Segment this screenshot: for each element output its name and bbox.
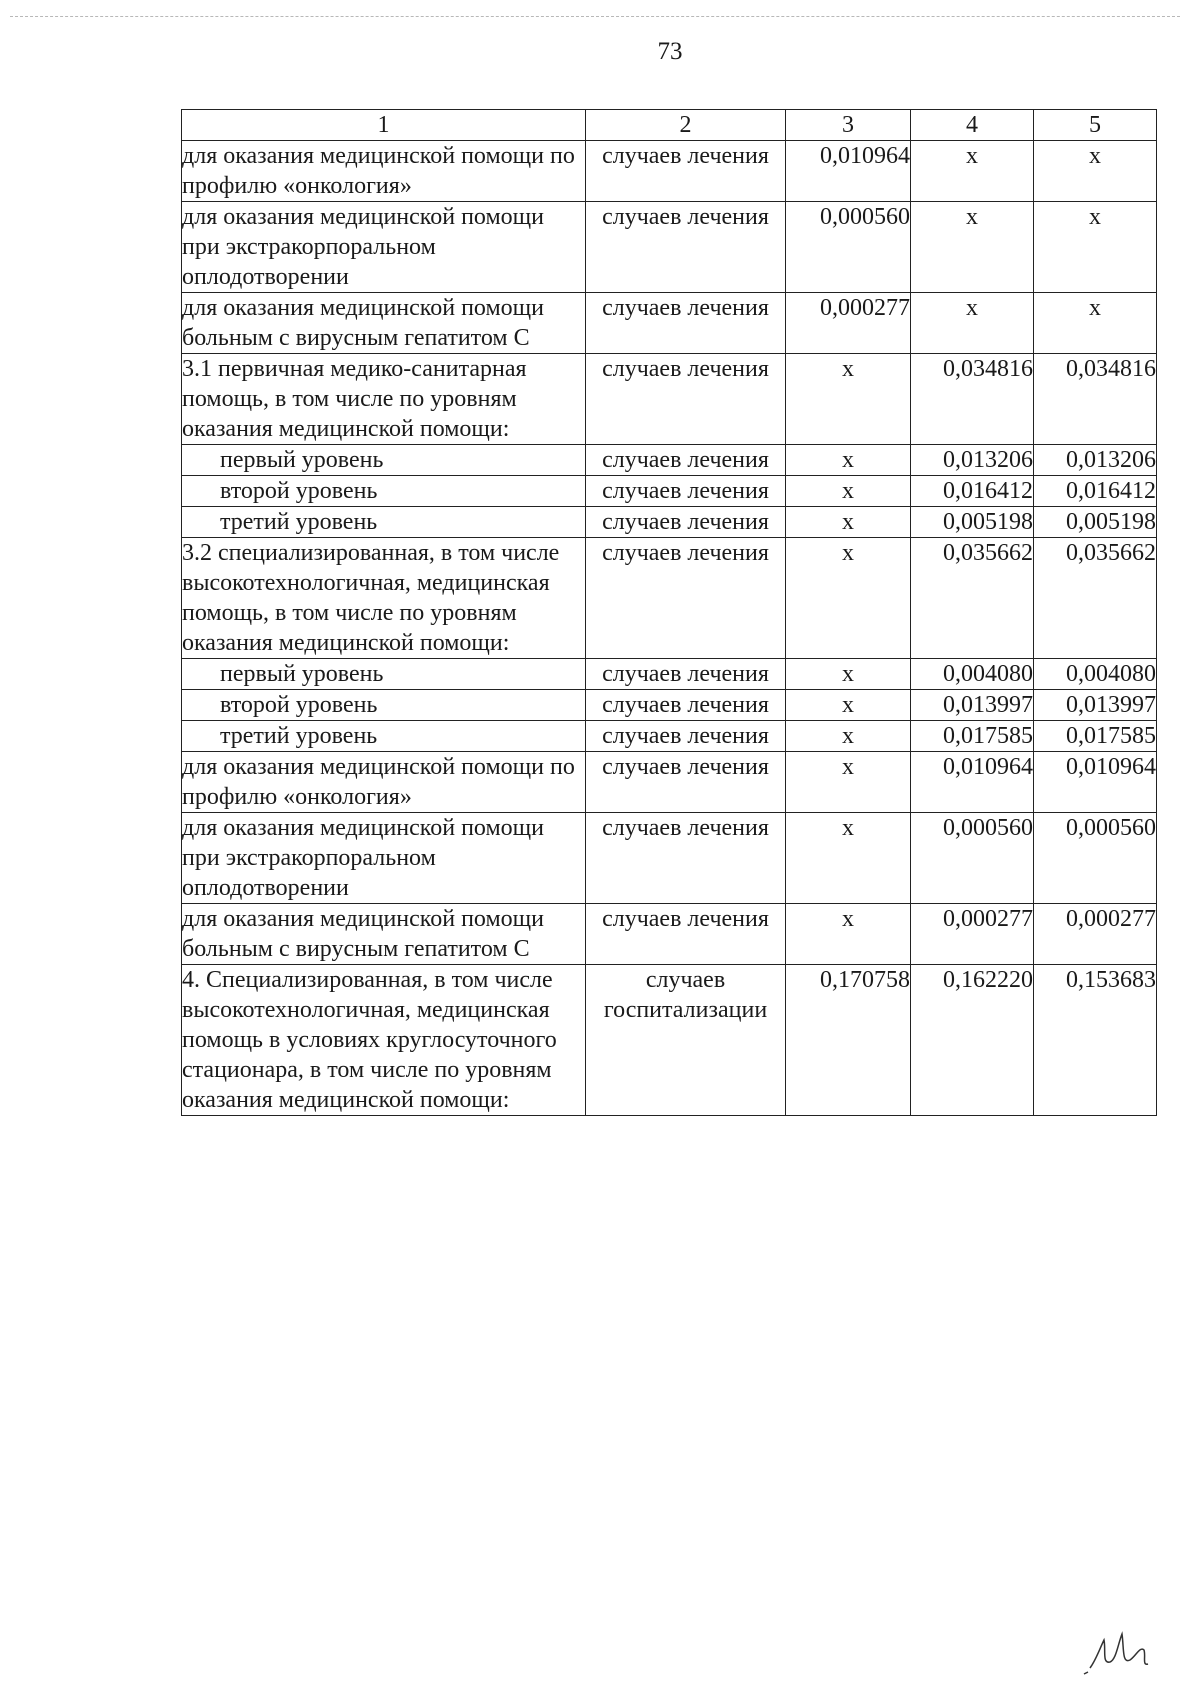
table-row [182, 659, 1157, 690]
table-row [182, 904, 1157, 965]
handwritten-signature [1082, 1620, 1162, 1680]
row-unit-cell: случаев лечения [586, 507, 786, 538]
row-col3-cell: х [786, 904, 911, 965]
scan-artifact-line [10, 16, 1180, 17]
row-col4-cell: 0,005198 [911, 507, 1034, 538]
row-unit-cell: случаев лечения [586, 690, 786, 721]
row-col4-cell: х [911, 141, 1034, 202]
row-unit-cell: случаев лечения [586, 659, 786, 690]
table-row [182, 293, 1157, 354]
row-col3-cell: х [786, 690, 911, 721]
row-col5-cell: 0,034816 [1034, 354, 1157, 445]
row-col4-cell: 0,010964 [911, 752, 1034, 813]
row-name-cell: для оказания медицинской помощи больным с вирусным гепатитом С [182, 293, 586, 354]
table-row [182, 445, 1157, 476]
page-number: 73 [657, 38, 683, 65]
row-col4-cell: 0,035662 [911, 538, 1034, 659]
row-col4-cell: 0,016412 [911, 476, 1034, 507]
row-col5-cell: 0,017585 [1034, 721, 1157, 752]
row-col3-cell: х [786, 813, 911, 904]
row-col5-cell: х [1034, 202, 1157, 293]
data-table [181, 109, 1157, 1116]
row-col4-cell: 0,017585 [911, 721, 1034, 752]
row-col3-cell: 0,000560 [786, 202, 911, 293]
row-unit-cell: случаев лечения [586, 813, 786, 904]
row-col5-cell: 0,013206 [1034, 445, 1157, 476]
row-col5-cell: х [1034, 141, 1157, 202]
row-col3-cell: х [786, 659, 911, 690]
row-col3-cell: х [786, 445, 911, 476]
header-row [182, 110, 1157, 141]
row-name-cell: первый уровень [182, 445, 586, 476]
row-col4-cell: 0,013997 [911, 690, 1034, 721]
table-row [182, 752, 1157, 813]
row-col4-cell: 0,013206 [911, 445, 1034, 476]
row-col5-cell: 0,000277 [1034, 904, 1157, 965]
table-row [182, 507, 1157, 538]
row-col4-cell: 0,034816 [911, 354, 1034, 445]
row-col4-cell: х [911, 202, 1034, 293]
row-col4-cell: х [911, 293, 1034, 354]
row-unit-cell: случаев лечения [586, 476, 786, 507]
row-col5-cell: 0,000560 [1034, 813, 1157, 904]
row-name-cell: первый уровень [182, 659, 586, 690]
row-unit-cell: случаев лечения [586, 293, 786, 354]
row-col3-cell: 0,010964 [786, 141, 911, 202]
row-col3-cell: х [786, 752, 911, 813]
row-col3-cell: х [786, 476, 911, 507]
row-unit-cell: случаев лечения [586, 904, 786, 965]
row-name-cell: 4. Специализированная, в том числе высокотехнологичная, медицинская помощь в условиях круглосуточного стационара, в том числе по уровням оказания медицинской помощи: [182, 965, 586, 1116]
row-unit-cell: случаев госпитализации [586, 965, 786, 1116]
table-row [182, 141, 1157, 202]
row-name-cell: для оказания медицинской помощи по профилю «онкология» [182, 141, 586, 202]
table-row [182, 721, 1157, 752]
row-unit-cell: случаев лечения [586, 445, 786, 476]
row-col3-cell: х [786, 354, 911, 445]
row-name-cell: 3.1 первичная медико-санитарная помощь, в том числе по уровням оказания медицинской помощи: [182, 354, 586, 445]
table-row [182, 965, 1157, 1116]
row-col5-cell: 0,153683 [1034, 965, 1157, 1116]
row-col4-cell: 0,000560 [911, 813, 1034, 904]
row-col5-cell: 0,013997 [1034, 690, 1157, 721]
row-unit-cell: случаев лечения [586, 141, 786, 202]
row-name-cell: для оказания медицинской помощи при экстракорпоральном оплодотворении [182, 813, 586, 904]
row-col5-cell: 0,005198 [1034, 507, 1157, 538]
row-name-cell: 3.2 специализированная, в том числе высокотехнологичная, медицинская помощь, в том числе по уровням оказания медицинской помощи: [182, 538, 586, 659]
row-col4-cell: 0,162220 [911, 965, 1034, 1116]
row-name-cell: второй уровень [182, 476, 586, 507]
row-name-cell: для оказания медицинской помощи по профилю «онкология» [182, 752, 586, 813]
row-name-cell: третий уровень [182, 507, 586, 538]
row-col5-cell: 0,004080 [1034, 659, 1157, 690]
row-col5-cell: 0,010964 [1034, 752, 1157, 813]
row-col5-cell: х [1034, 293, 1157, 354]
row-col5-cell: 0,035662 [1034, 538, 1157, 659]
table-row [182, 813, 1157, 904]
row-unit-cell: случаев лечения [586, 202, 786, 293]
row-col4-cell: 0,000277 [911, 904, 1034, 965]
row-unit-cell: случаев лечения [586, 354, 786, 445]
row-col3-cell: х [786, 721, 911, 752]
row-col3-cell: 0,170758 [786, 965, 911, 1116]
column-header-2: 2 [586, 110, 786, 141]
table-row [182, 538, 1157, 659]
table-row [182, 476, 1157, 507]
row-name-cell: для оказания медицинской помощи при экстракорпоральном оплодотворении [182, 202, 586, 293]
row-col5-cell: 0,016412 [1034, 476, 1157, 507]
row-name-cell: третий уровень [182, 721, 586, 752]
row-unit-cell: случаев лечения [586, 752, 786, 813]
row-col3-cell: х [786, 538, 911, 659]
column-header-5: 5 [1034, 110, 1157, 141]
row-name-cell: для оказания медицинской помощи больным с вирусным гепатитом С [182, 904, 586, 965]
row-col4-cell: 0,004080 [911, 659, 1034, 690]
row-unit-cell: случаев лечения [586, 538, 786, 659]
row-name-cell: второй уровень [182, 690, 586, 721]
table-row [182, 354, 1157, 445]
column-header-4: 4 [911, 110, 1034, 141]
row-unit-cell: случаев лечения [586, 721, 786, 752]
row-col3-cell: 0,000277 [786, 293, 911, 354]
table-row [182, 690, 1157, 721]
row-col3-cell: х [786, 507, 911, 538]
column-header-1: 1 [182, 110, 586, 141]
column-header-3: 3 [786, 110, 911, 141]
table-row [182, 202, 1157, 293]
